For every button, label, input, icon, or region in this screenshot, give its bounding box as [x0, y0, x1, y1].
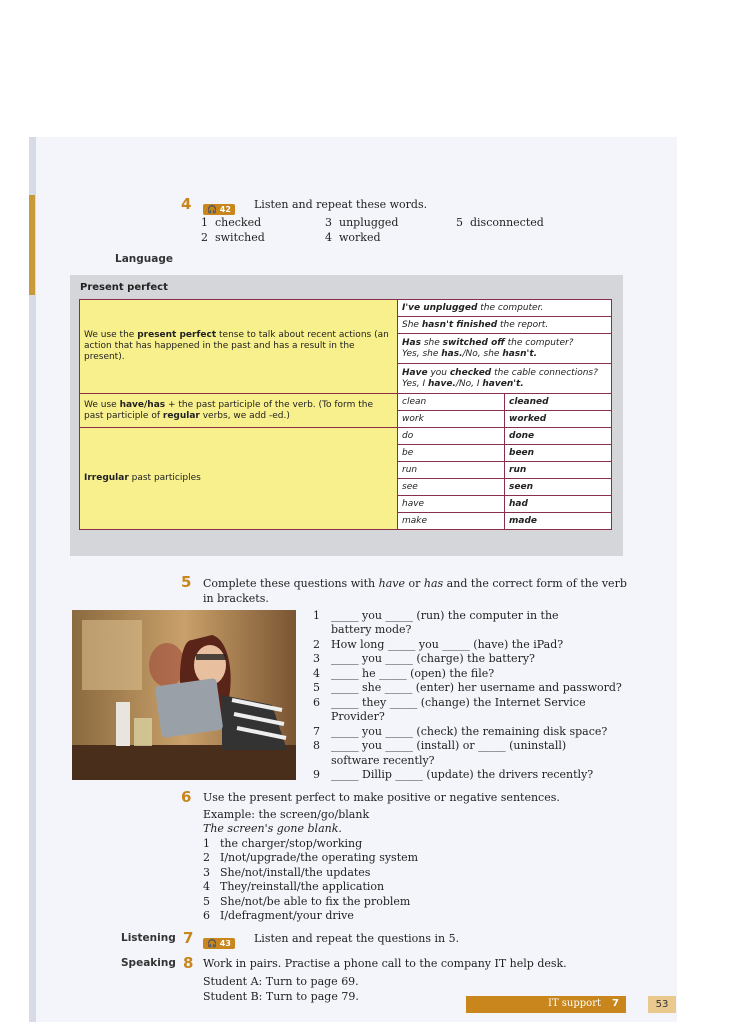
verb-base: do: [398, 428, 505, 445]
example-sentence: I've unplugged the computer.: [398, 300, 612, 317]
sentence-item: 4 They/reinstall/the application: [203, 880, 385, 893]
question-item: 3 _____ you _____ (charge) the battery?: [313, 652, 535, 665]
exercise-5-number: 5: [181, 573, 192, 591]
question-item: 8 _____ you _____ (install) or _____ (uninstall): [313, 739, 567, 752]
question-item: 4 _____ he _____ (open) the file?: [313, 667, 495, 680]
verb-participle: cleaned: [505, 394, 612, 411]
audio-track-number: 42: [219, 205, 231, 214]
grammar-table: [79, 299, 612, 530]
rule-irregular: Irregular past participles: [80, 428, 398, 530]
exercise-5-instruction: Complete these questions with have or has and the correct form of the verb in brackets.: [203, 577, 627, 605]
audio-track-43[interactable]: [203, 931, 235, 950]
question-item: 2 How long _____ you _____ (have) the iPad?: [313, 638, 564, 651]
sentence-item: 2 I/not/upgrade/the operating system: [203, 851, 419, 864]
exercise-4-number: 4: [181, 195, 192, 213]
rule-present-perfect: We use the present perfect tense to talk about recent actions (an action that has happened in the past and has a result in the present).: [80, 300, 398, 394]
sentence-item: 1 the charger/stop/working: [203, 837, 363, 850]
sentence-item: 6 I/defragment/your drive: [203, 909, 354, 922]
student-a-instruction: Student A: Turn to page 69.: [203, 975, 359, 988]
exercise-6-number: 6: [181, 788, 192, 806]
word-item: 4 worked: [325, 231, 381, 244]
example-sentence: Has she switched off the computer? Yes, she has./No, she hasn't.: [398, 334, 612, 364]
word-item: 5 disconnected: [456, 216, 544, 229]
verb-participle: done: [505, 428, 612, 445]
word-item: 2 switched: [201, 231, 265, 244]
language-label: Language: [115, 253, 173, 265]
question-item: Provider?: [331, 710, 385, 723]
question-item: 9 _____ Dillip _____ (update) the drivers recently?: [313, 768, 594, 781]
sentence-item: 5 She/not/be able to fix the problem: [203, 895, 411, 908]
verb-participle: seen: [505, 479, 612, 496]
page-edge-accent: [29, 195, 35, 295]
word-item: 3 unplugged: [325, 216, 399, 229]
question-item: 1 _____ you _____ (run) the computer in the: [313, 609, 559, 622]
verb-base: have: [398, 496, 505, 513]
verb-base: work: [398, 411, 505, 428]
exercise-8-number: 8: [183, 954, 194, 972]
verb-participle: made: [505, 513, 612, 530]
listening-label: Listening: [121, 932, 176, 944]
verb-participle: had: [505, 496, 612, 513]
example-sentence: Have you checked the cable connections? Yes, I have./No, I haven't.: [398, 364, 612, 394]
question-item: 5 _____ she _____ (enter) her username and password?: [313, 681, 622, 694]
sentence-item: 3 She/not/install/the updates: [203, 866, 371, 879]
verb-base: run: [398, 462, 505, 479]
exercise-8-instruction: Work in pairs. Practise a phone call to the company IT help desk.: [203, 957, 567, 970]
exercise-6-example-answer: The screen's gone blank.: [203, 822, 342, 835]
exercise-7-number: 7: [183, 929, 194, 947]
question-item: software recently?: [331, 754, 435, 767]
speaking-label: Speaking: [121, 957, 176, 969]
question-item: 6 _____ they _____ (change) the Internet Service: [313, 696, 586, 709]
example-sentence: She hasn't finished the report.: [398, 317, 612, 334]
verb-base: clean: [398, 394, 505, 411]
verb-participle: worked: [505, 411, 612, 428]
exercise-4-instruction: Listen and repeat these words.: [254, 198, 428, 211]
verb-base: make: [398, 513, 505, 530]
page-number: 53: [648, 996, 676, 1013]
footer-unit-title: IT support: [548, 998, 601, 1009]
rule-past-participle: We use have/has + the past participle of the verb. (To form the past participle of regular verbs, we add -ed.): [80, 394, 398, 428]
verb-participle: run: [505, 462, 612, 479]
question-item: 7 _____ you _____ (check) the remaining disk space?: [313, 725, 608, 738]
question-item: battery mode?: [331, 623, 412, 636]
footer-unit-number: 7: [612, 998, 619, 1009]
verb-participle: been: [505, 445, 612, 462]
grammar-title: Present perfect: [80, 282, 168, 293]
audio-badge: 🎧 42: [203, 204, 235, 215]
verb-base: see: [398, 479, 505, 496]
word-item: 1 checked: [201, 216, 262, 229]
audio-track-42[interactable]: [203, 197, 235, 216]
exercise-6-example: Example: the screen/go/blank: [203, 808, 370, 821]
footer-unit-bar: [466, 996, 626, 1013]
verb-base: be: [398, 445, 505, 462]
audio-badge: 🎧 43: [203, 938, 235, 949]
audio-track-number: 43: [219, 939, 231, 948]
student-b-instruction: Student B: Turn to page 79.: [203, 990, 359, 1003]
photo-woman-with-tablet: [72, 610, 296, 780]
exercise-6-instruction: Use the present perfect to make positive or negative sentences.: [203, 791, 560, 804]
exercise-7-instruction: Listen and repeat the questions in 5.: [254, 932, 460, 945]
